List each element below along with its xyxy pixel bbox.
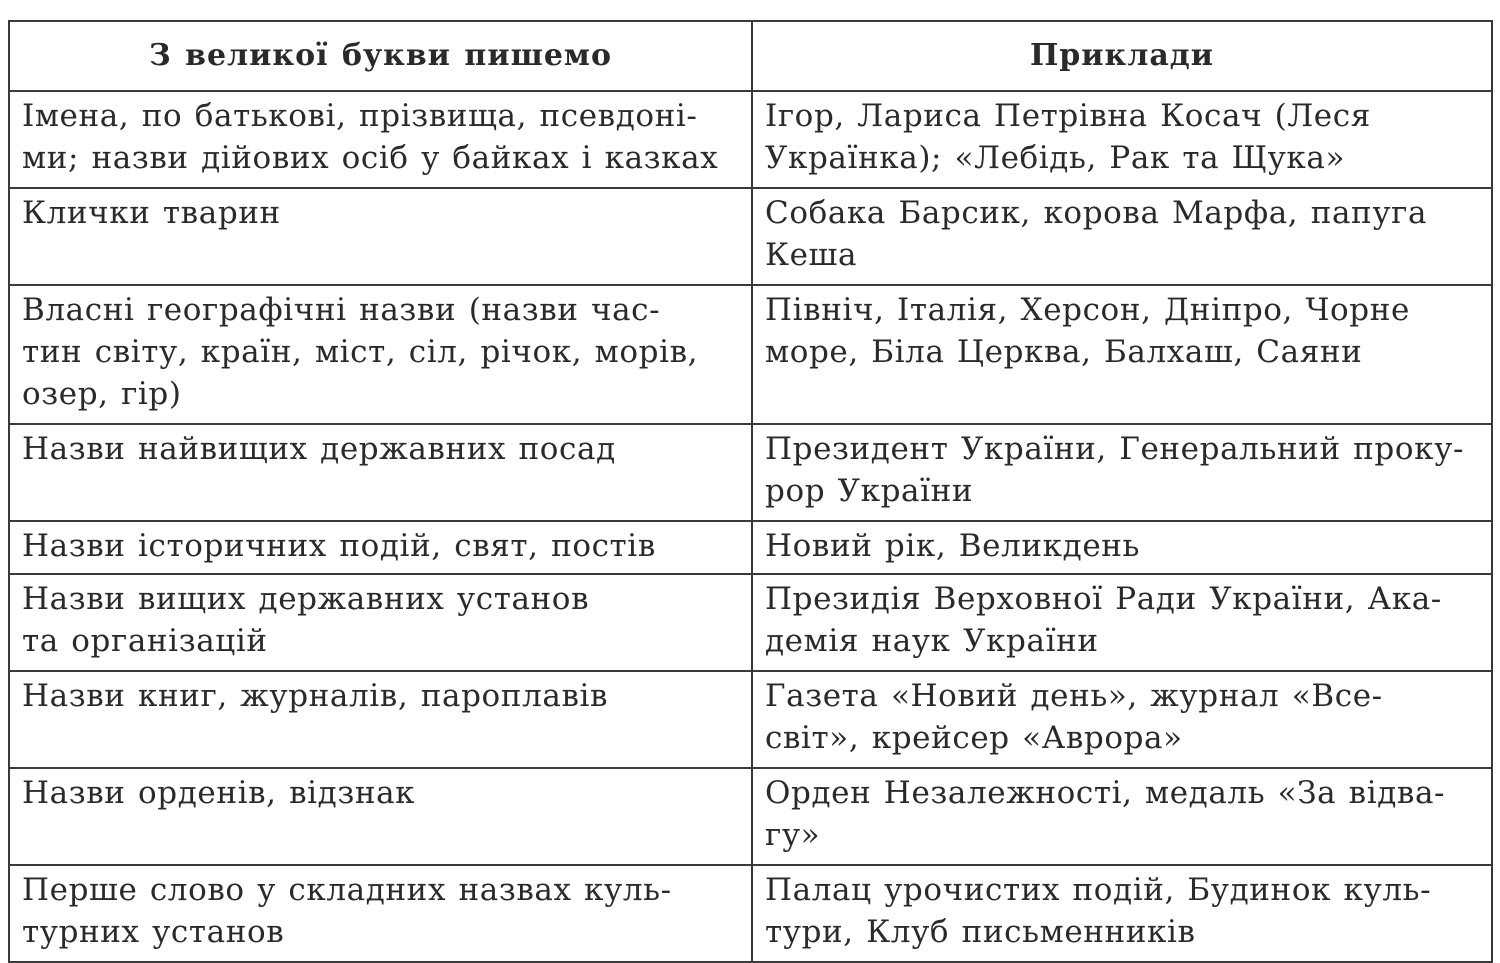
table-header-row bbox=[9, 21, 1492, 91]
examples-text: Палац урочистих подій, Будинок куль- тури, Клуб письменників bbox=[765, 872, 1432, 950]
examples-cell bbox=[752, 768, 1492, 865]
examples-text: Північ, Італія, Херсон, Дніпро, Чорне море, Біла Церква, Балхаш, Саяни bbox=[765, 292, 1410, 370]
rule-cell bbox=[9, 521, 752, 574]
examples-cell bbox=[752, 671, 1492, 768]
examples-cell bbox=[752, 865, 1492, 962]
examples-text: Президент України, Генеральний проку- рор України bbox=[765, 431, 1465, 509]
examples-text: Собака Барсик, корова Марфа, папуга Кеша bbox=[765, 195, 1428, 273]
table-row bbox=[9, 188, 1492, 285]
capitalization-rules-table bbox=[8, 20, 1493, 963]
rule-cell bbox=[9, 574, 752, 671]
rule-text: Клички тварин bbox=[22, 195, 281, 231]
table-row bbox=[9, 574, 1492, 671]
rule-text: Перше слово у складних назвах куль- турних установ bbox=[22, 872, 672, 950]
examples-cell bbox=[752, 424, 1492, 521]
rule-cell bbox=[9, 285, 752, 424]
examples-text: Газета «Новий день», журнал «Все- світ», крейсер «Аврора» bbox=[765, 678, 1383, 756]
rule-text: Назви орденів, відзнак bbox=[22, 775, 416, 811]
table-row bbox=[9, 671, 1492, 768]
rule-cell bbox=[9, 865, 752, 962]
examples-cell bbox=[752, 285, 1492, 424]
table-row bbox=[9, 91, 1492, 188]
column-header-examples: Приклади bbox=[752, 21, 1492, 91]
rule-text: Назви вищих державних установ та організацій bbox=[22, 581, 590, 659]
examples-cell bbox=[752, 91, 1492, 188]
rule-cell bbox=[9, 768, 752, 865]
examples-text: Президія Верховної Ради України, Ака- демія наук України bbox=[765, 581, 1442, 659]
rule-text: Власні географічні назви (назви час- тин світу, країн, міст, сіл, річок, морів, озер, гір) bbox=[22, 292, 699, 412]
rule-text: Назви книг, журналів, пароплавів bbox=[22, 678, 609, 714]
examples-text: Ігор, Лариса Петрівна Косач (Леся Українка); «Лебідь, Рак та Щука» bbox=[765, 98, 1371, 176]
rule-cell bbox=[9, 188, 752, 285]
rule-text: Імена, по батькові, прізвища, псевдоні- ми; назви дійових осіб у байках і казках bbox=[22, 98, 719, 176]
rule-text: Назви історичних подій, свят, постів bbox=[22, 528, 656, 564]
rule-cell bbox=[9, 671, 752, 768]
examples-cell bbox=[752, 521, 1492, 574]
table-row bbox=[9, 521, 1492, 574]
examples-text: Новий рік, Великдень bbox=[765, 528, 1140, 564]
rule-text: Назви найвищих державних посад bbox=[22, 431, 616, 467]
examples-text: Орден Незалежності, медаль «За відва- гу» bbox=[765, 775, 1446, 853]
table-row bbox=[9, 285, 1492, 424]
table-row bbox=[9, 424, 1492, 521]
rule-cell bbox=[9, 424, 752, 521]
rule-cell bbox=[9, 91, 752, 188]
examples-cell bbox=[752, 574, 1492, 671]
table-row bbox=[9, 768, 1492, 865]
column-header-rule: З великої букви пишемо bbox=[9, 21, 752, 91]
table-row bbox=[9, 865, 1492, 962]
examples-cell bbox=[752, 188, 1492, 285]
